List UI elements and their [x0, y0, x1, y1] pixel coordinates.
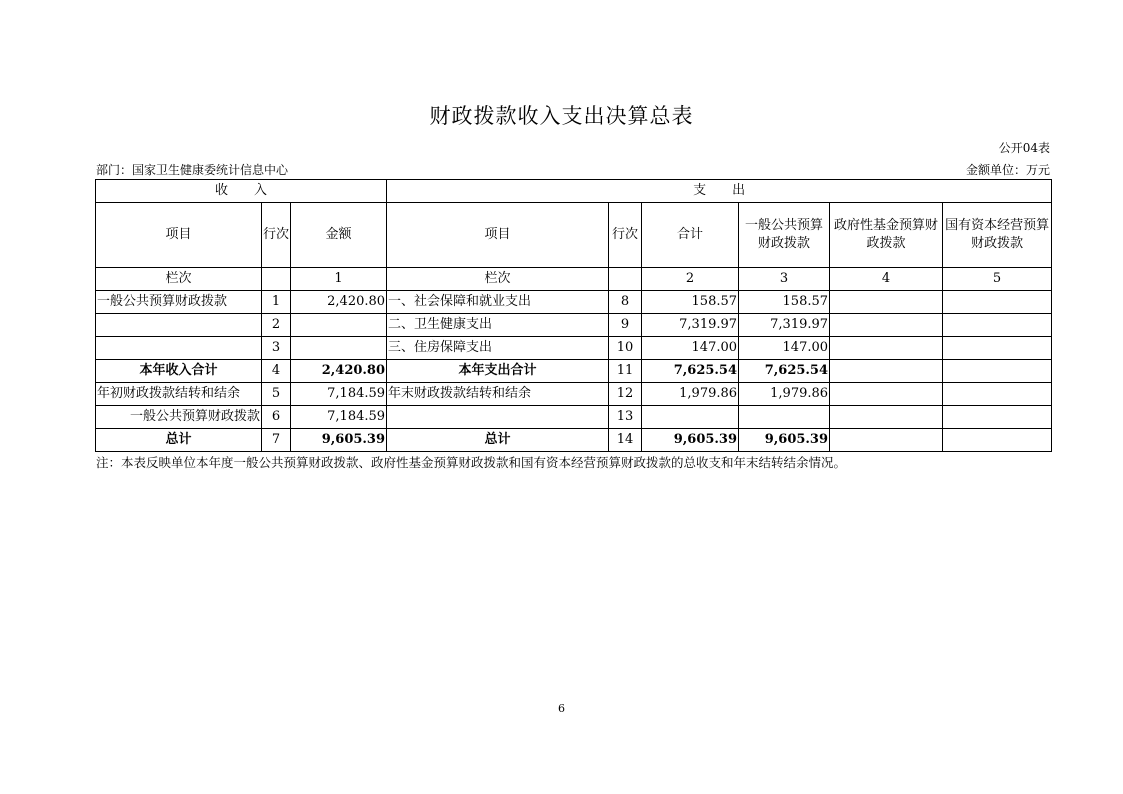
income-item-cell: 本年收入合计 — [96, 360, 262, 383]
income-index-label: 栏次 — [96, 268, 262, 291]
department-label: 部门：国家卫生健康委统计信息中心 — [96, 163, 289, 177]
expense-general-cell: 9,605.39 — [739, 429, 830, 452]
income-index-col: 1 — [291, 268, 387, 291]
column-index-row — [96, 268, 1052, 291]
income-item-cell: 一般公共预算财政拨款 — [96, 291, 262, 314]
general-budget-header: 一般公共预算财政拨款 — [739, 203, 830, 268]
income-row-cell: 2 — [262, 314, 291, 337]
income-row-cell: 6 — [262, 406, 291, 429]
expense-general-cell: 7,625.54 — [739, 360, 830, 383]
form-code: 公开04表 — [998, 141, 1050, 155]
expense-general-cell: 158.57 — [739, 291, 830, 314]
expense-total-header: 合计 — [642, 203, 739, 268]
expense-fund-cell — [830, 429, 943, 452]
income-row-cell: 3 — [262, 337, 291, 360]
expense-general-cell: 1,979.86 — [739, 383, 830, 406]
expense-row-cell: 14 — [609, 429, 642, 452]
expense-item-header: 项目 — [387, 203, 609, 268]
table-row — [96, 406, 1052, 429]
expense-row-header: 行次 — [609, 203, 642, 268]
income-item-cell — [96, 314, 262, 337]
expense-total-cell — [642, 406, 739, 429]
table-row-subtotal — [96, 360, 1052, 383]
income-amount-cell: 2,420.80 — [291, 360, 387, 383]
table-row — [96, 291, 1052, 314]
income-amount-cell: 7,184.59 — [291, 406, 387, 429]
table-row-total — [96, 429, 1052, 452]
expense-fund-cell — [830, 383, 943, 406]
expense-row-cell: 13 — [609, 406, 642, 429]
expense-fund-cell — [830, 337, 943, 360]
expense-capital-cell — [943, 337, 1052, 360]
expense-item-cell — [387, 406, 609, 429]
expense-general-cell — [739, 406, 830, 429]
expense-row-cell: 12 — [609, 383, 642, 406]
expense-index-col4: 4 — [830, 268, 943, 291]
expense-capital-cell — [943, 360, 1052, 383]
section-header-row — [96, 180, 1052, 203]
expense-fund-cell — [830, 291, 943, 314]
expense-fund-cell — [830, 360, 943, 383]
expense-fund-cell — [830, 406, 943, 429]
expense-item-cell: 本年支出合计 — [387, 360, 609, 383]
expense-index-row — [609, 268, 642, 291]
page-title: 财政拨款收入支出决算总表 — [429, 104, 694, 128]
expense-item-cell: 三、住房保障支出 — [387, 337, 609, 360]
expense-index-col5: 5 — [943, 268, 1052, 291]
table-row — [96, 314, 1052, 337]
expense-total-cell: 1,979.86 — [642, 383, 739, 406]
expense-general-cell: 7,319.97 — [739, 314, 830, 337]
expense-capital-cell — [943, 314, 1052, 337]
income-item-cell: 年初财政拨款结转和结余 — [96, 383, 262, 406]
expense-total-cell: 147.00 — [642, 337, 739, 360]
income-amount-cell — [291, 314, 387, 337]
expense-row-cell: 11 — [609, 360, 642, 383]
income-section-header: 收 入 — [96, 180, 387, 203]
gov-fund-header: 政府性基金预算财政拨款 — [830, 203, 943, 268]
column-header-row — [96, 203, 1052, 268]
budget-summary-table — [95, 179, 1052, 452]
expense-total-cell: 7,319.97 — [642, 314, 739, 337]
income-row-cell: 1 — [262, 291, 291, 314]
income-row-header: 行次 — [262, 203, 291, 268]
expense-item-cell: 一、社会保障和就业支出 — [387, 291, 609, 314]
page-number: 6 — [558, 702, 565, 715]
income-item-cell — [96, 337, 262, 360]
expense-row-cell: 8 — [609, 291, 642, 314]
expense-section-header: 支 出 — [387, 180, 1052, 203]
expense-row-cell: 10 — [609, 337, 642, 360]
income-amount-header: 金额 — [291, 203, 387, 268]
income-index-row — [262, 268, 291, 291]
income-item-header: 项目 — [96, 203, 262, 268]
expense-capital-cell — [943, 383, 1052, 406]
expense-general-cell: 147.00 — [739, 337, 830, 360]
income-row-cell: 4 — [262, 360, 291, 383]
income-item-cell: 一般公共预算财政拨款 — [96, 406, 262, 429]
expense-capital-cell — [943, 406, 1052, 429]
table-note: 注：本表反映单位本年度一般公共预算财政拨款、政府性基金预算财政拨款和国有资本经营预算财政拨款的总收支和年末结转结余情况。 — [96, 455, 847, 470]
expense-index-col3: 3 — [739, 268, 830, 291]
expense-total-cell: 7,625.54 — [642, 360, 739, 383]
expense-total-cell: 158.57 — [642, 291, 739, 314]
unit-label: 金额单位：万元 — [965, 163, 1050, 177]
expense-index-label: 栏次 — [387, 268, 609, 291]
table-row — [96, 337, 1052, 360]
expense-row-cell: 9 — [609, 314, 642, 337]
income-row-cell: 7 — [262, 429, 291, 452]
state-capital-header: 国有资本经营预算财政拨款 — [943, 203, 1052, 268]
expense-total-cell: 9,605.39 — [642, 429, 739, 452]
income-amount-cell: 9,605.39 — [291, 429, 387, 452]
income-amount-cell — [291, 337, 387, 360]
income-row-cell: 5 — [262, 383, 291, 406]
income-amount-cell: 2,420.80 — [291, 291, 387, 314]
expense-fund-cell — [830, 314, 943, 337]
expense-capital-cell — [943, 429, 1052, 452]
expense-item-cell: 年末财政拨款结转和结余 — [387, 383, 609, 406]
income-item-cell: 总计 — [96, 429, 262, 452]
expense-capital-cell — [943, 291, 1052, 314]
expense-item-cell: 总计 — [387, 429, 609, 452]
expense-item-cell: 二、卫生健康支出 — [387, 314, 609, 337]
expense-index-col2: 2 — [642, 268, 739, 291]
income-amount-cell: 7,184.59 — [291, 383, 387, 406]
table-row — [96, 383, 1052, 406]
